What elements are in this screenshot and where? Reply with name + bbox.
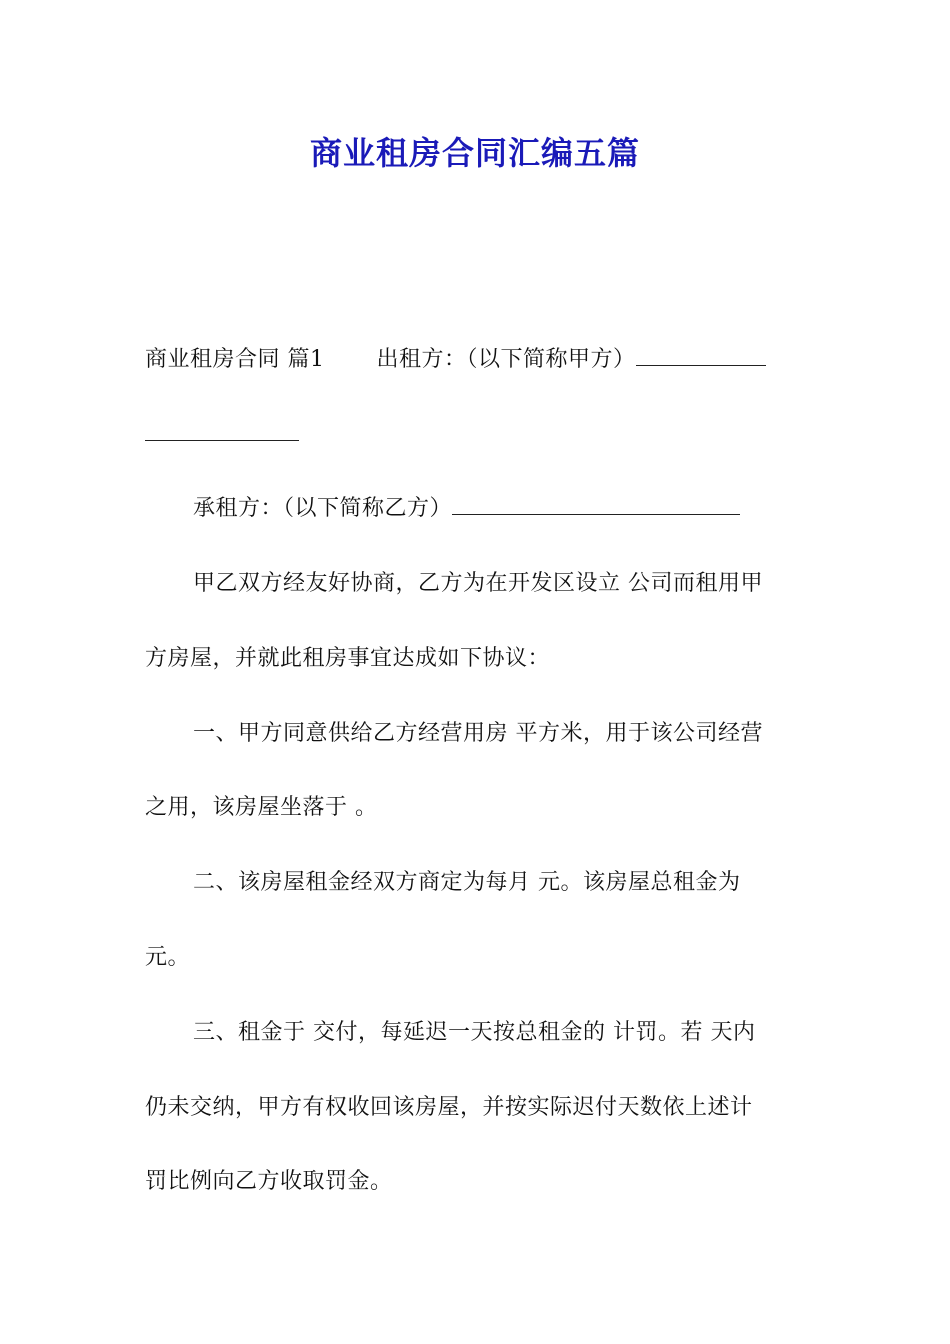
- clause-1-line-2: 之用，该房屋坐落于 。: [145, 795, 378, 820]
- clause-3-line-2: 仍未交纳，甲方有权收回该房屋，并按实际迟付天数依上述计: [145, 1095, 753, 1120]
- contract-line-1: [145, 345, 766, 375]
- lessee-label: 承租方：（以下简称乙方）: [193, 496, 453, 521]
- contract-line-3: [193, 494, 740, 524]
- lessor-blank: [636, 347, 766, 366]
- clause-1-line-1: 一、甲方同意供给乙方经营用房 平方米，用于该公司经营: [193, 721, 763, 746]
- document-title: 商业租房合同汇编五篇: [309, 134, 640, 172]
- clause-3-line-3: 罚比例向乙方收取罚金。: [145, 1169, 393, 1194]
- clause-2-line-2: 元。: [145, 945, 191, 970]
- lessor-blank-continued: [145, 422, 299, 441]
- contract-line-2: [145, 420, 299, 450]
- lessor-label: 出租方：（以下简称甲方）: [376, 347, 636, 372]
- clause-2-line-1: 二、该房屋租金经双方商定为每月 元。该房屋总租金为: [193, 870, 741, 895]
- lessee-blank: [452, 496, 740, 515]
- paragraph-intro-line-2: 方房屋，并就此租房事宜达成如下协议：: [145, 646, 551, 671]
- section-heading: 商业租房合同 篇1: [145, 347, 325, 372]
- paragraph-intro-line-1: 甲乙双方经友好协商，乙方为在开发区设立 公司而租用甲: [193, 571, 763, 596]
- clause-3-line-1: 三、租金于 交付，每延迟一天按总租金的 计罚。若 天内: [193, 1020, 756, 1045]
